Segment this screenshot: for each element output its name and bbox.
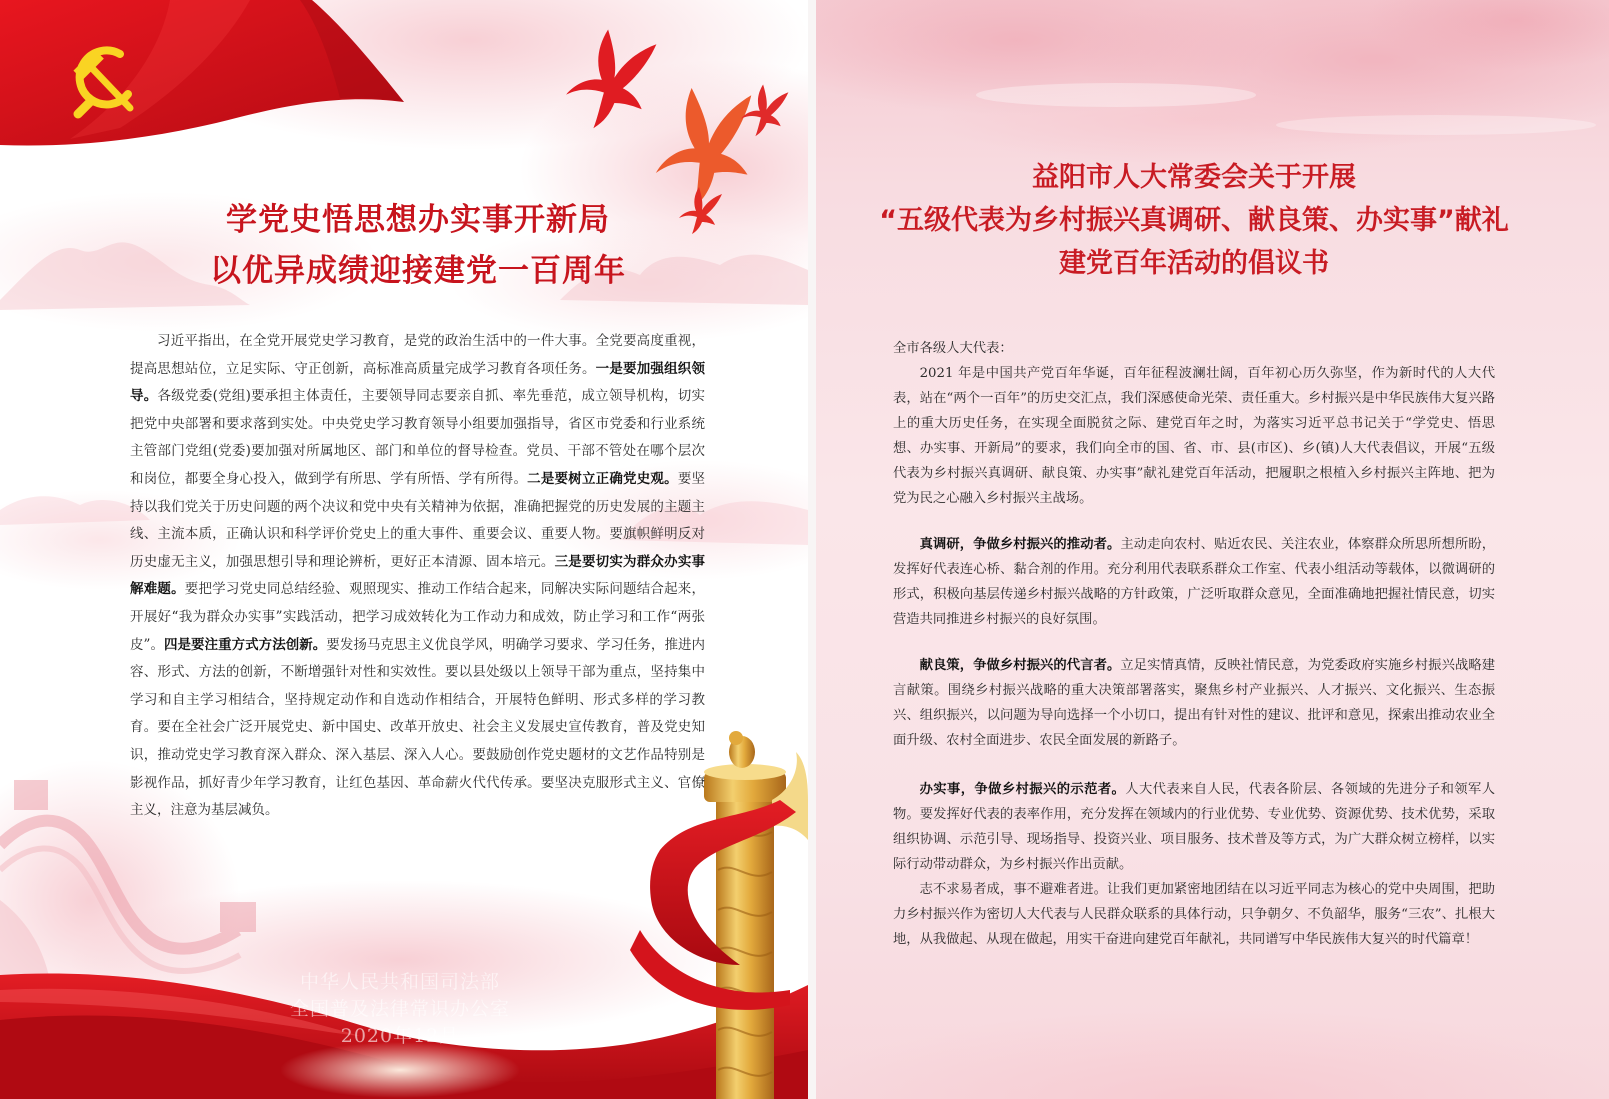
- greeting: 全市各级人大代表：: [893, 341, 1013, 356]
- cloud-wisp: [976, 83, 1256, 107]
- section-lead: 献良策，争做乡村振兴的代言者。: [919, 658, 1121, 673]
- cloud-shape: [816, 1009, 1609, 1099]
- body-text: 习近平指出，在全党开展党史学习教育，是党的政治生活中的一件大事。全党要高度重视，提高思想站位，立足实际、守正创新，高标准高质量完成学习教育各项任务。: [130, 333, 705, 377]
- cloud-wisp: [1276, 115, 1596, 135]
- intro-paragraph: 2021 年是中国共产党百年华诞，百年征程波澜壮阔，百年初心历久弥坚，作为新时代的人大代表，站在“两个一百年”的历史交汇点，我们深感使命光荣、责任重大。乡村振兴是中华民族伟大复兴路上的重大历史任务，在实现全面脱贫之际、建党百年之时，为落实习近平总书记关于“学党史、悟思想、办实事、开新局”的要求，我们向全市的国、省、市、县(市区)、乡(镇)人大代表倡议，开展“五级代表为乡村振兴真调研、献良策、办实事”献礼建党百年活动，把履职之根植入乡村振兴主阵地、把为党为民之心融入乡村振兴主战场。: [893, 366, 1495, 506]
- section-text: 立足实情真情，反映社情民意，为党委政府实施乡村振兴战略建言献策。围绕乡村振兴战略的重大决策部署落实，聚焦乡村产业振兴、人才振兴、文化振兴、生态振兴、组织振兴，以问题为导向选择一个小切口，提出有针对性的建议、批评和意见，探索出推动农业全面升级、农村全面进步、农民全面发展的新路子。: [893, 658, 1496, 748]
- right-page: [816, 0, 1609, 1099]
- watchtower: [14, 780, 48, 810]
- body-text: 要发扬马克思主义优良学风，明确学习要求、学习任务，推进内容、形式、方法的创新，不断增强针对性和实效性。要以县处级以上领导干部为重点，坚持集中学习和自主学习相结合，坚持规定动作和自选动作相结合，开展特色鲜明、形式多样的学习教育。要在全社会广泛开展党史、新中国史、改革开放史、社会主义发展史宣传教育，普及党史知识，推动党史学习教育深入群众、深入基层、深入人心。要鼓励创作党史题材的文艺作品特别是影视作品，抓好青少年学习教育，让红色基因、革命薪火代代传承。要坚决克服形式主义、官僚主义，注意为基层减负。: [130, 636, 705, 819]
- watchtower: [220, 902, 256, 932]
- body-emphasis: 四是要注重方式方法创新。: [163, 636, 327, 653]
- pillar-beast-head: [729, 731, 743, 745]
- section-lead: 真调研，争做乡村振兴的推动者。: [919, 537, 1121, 552]
- right-page-title: [844, 156, 1544, 285]
- section-paragraph: [893, 777, 1495, 877]
- light-glow: [280, 1042, 520, 1098]
- body-emphasis: 一是要加强组织领导。: [130, 360, 706, 405]
- body-emphasis: 三是要切实为群众办实事解难题。: [130, 553, 706, 598]
- issuer-name: 全国普及法律常识办公室: [289, 998, 510, 1020]
- title-line: 建党百年活动的倡议书: [1059, 248, 1329, 279]
- body-text: 各级党委(党组)要承担主体责任，主要领导同志要亲自抓、率先垂范，成立领导机构，切实把党中央部署和要求落到实处。中央党史学习教育领导小组要加强指导，省区市党委和行业系统主管部门党组(党委)要加强对所属地区、部门和单位的督导检查。党员、干部不管处在哪个层次和岗位，都要全身心投入，做到学有所思、学有所悟、学有所得。: [130, 388, 705, 487]
- body-text: 要坚持以我们党关于历史问题的两个决议和党中央有关精神为依据，准确把握党的历史发展的主题主线、主流本质，正确认识和科学评价党史上的重大事件、重要会议、重要人物。要旗帜鲜明反对历史虚无主义，加强思想引导和理论辨析，更好正本清源、固本培元。: [130, 470, 706, 570]
- title-line: 益阳市人大常委会关于开展: [1032, 162, 1356, 193]
- section-text: 人大代表来自人民，代表各阶层、各领域的先进分子和领军人物。要发挥好代表的表率作用，充分发挥在领域内的行业优势、专业优势、资源优势、技术优势，采取组织协调、示范引导、现场指导、投资兴业、项目服务、技术普及等方式，为广大群众树立榜样，以实际行动带动群众，为乡村振兴作出贡献。: [893, 782, 1496, 872]
- section-text: 主动走向农村、贴近农民、关注农业，体察群众所思所想所盼，发挥好代表连心桥、黏合剂的作用。充分利用代表联系群众工作室、代表小组活动等载体，以微调研的形式，积极向基层传递乡村振兴战略的方针政策，广泛听取群众意见，全面准确地把握社情民意，切实营造共同推进乡村振兴的良好氛围。: [893, 537, 1496, 627]
- body-emphasis: 二是要树立正确党史观。: [527, 470, 678, 487]
- section-paragraph: [893, 532, 1495, 632]
- title-line: 以优异成绩迎接建党一百周年: [210, 253, 626, 289]
- body-text: 要把学习党史同总结经验、观照现实、推动工作结合起来，同解决实际问题结合起来，开展好“我为群众办实事”实践活动，把学习成效转化为工作动力和成效，防止学习和工作“两张皮”。: [130, 581, 705, 653]
- closing-paragraph: 志不求易者成，事不避难者进。让我们更加紧密地团结在以习近平同志为核心的党中央周围，把助力乡村振兴作为密切人大代表与人民群众联系的具体行动，只争朝夕、不负韶华，服务“三农”、扎根大地，从我做起、从现在做起，用实干奋进向建党百年献礼，共同谱写中华民族伟大复兴的时代篇章！: [893, 882, 1495, 947]
- right-body: [893, 336, 1495, 952]
- issuer-name: 中华人民共和国司法部: [299, 971, 500, 993]
- section-paragraph: [893, 653, 1495, 753]
- issue-date: 2020年12月: [340, 1025, 460, 1047]
- left-footer: [200, 969, 600, 1050]
- left-page-title: [100, 195, 736, 297]
- left-body-paragraph: [130, 328, 705, 825]
- title-line: 学党史悟思想办实事开新局: [226, 202, 610, 238]
- title-line: “五级代表为乡村振兴真调研、献良策、办实事”献礼: [879, 205, 1509, 236]
- section-lead: 办实事，争做乡村振兴的示范者。: [919, 782, 1126, 797]
